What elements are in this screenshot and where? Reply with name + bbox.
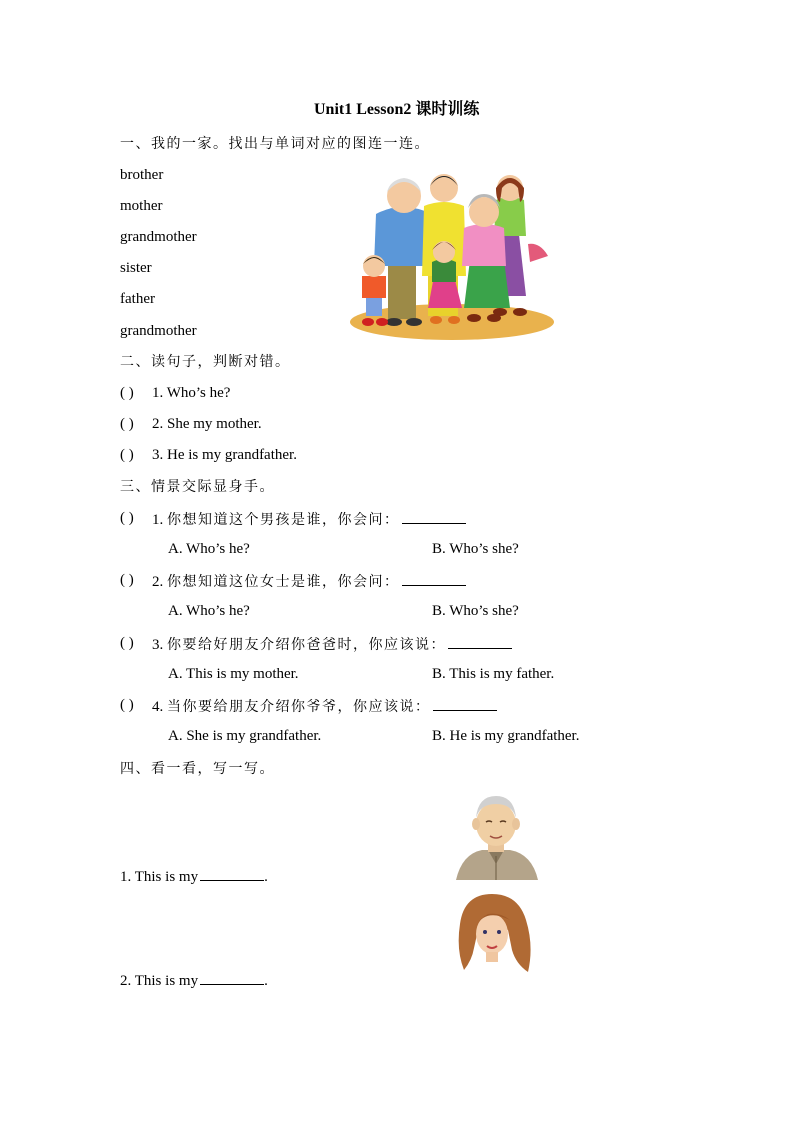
word-brother: brother — [120, 167, 164, 183]
write-item-1: 1. This is my . — [120, 866, 268, 886]
write-item-1-text: 1. This is my — [120, 869, 199, 885]
option-b-3-2: B. Who’s she? — [432, 603, 519, 619]
answer-blank[interactable] — [200, 970, 264, 985]
question-3-4 — [152, 696, 497, 716]
judge-item-3: 3. He is my grandfather. — [152, 447, 297, 463]
section2-heading: 二、读句子，判断对错。 — [120, 354, 291, 370]
answer-bracket-3-1[interactable]: ( ) — [120, 510, 134, 526]
page-title: Unit1 Lesson2 课时训练 — [314, 101, 480, 118]
mother-portrait — [452, 890, 534, 978]
question-number: 4. — [152, 699, 164, 715]
option-b-3-4: B. He is my grandfather. — [432, 728, 580, 744]
question-number: 2. — [152, 574, 164, 590]
answer-blank[interactable] — [402, 509, 466, 524]
judge-item-1: 1. Who’s he? — [152, 385, 231, 401]
question-text: 你想知道这位女士是谁，你会问： — [167, 574, 400, 590]
family-illustration — [348, 166, 556, 344]
section3-heading: 三、情景交际显身手。 — [120, 479, 275, 495]
grandpa-portrait — [452, 792, 540, 880]
answer-bracket-3-4[interactable]: ( ) — [120, 697, 134, 713]
answer-bracket-2-2[interactable]: ( ) — [120, 416, 134, 432]
question-3-3 — [152, 634, 512, 654]
question-3-2 — [152, 571, 466, 591]
section4-heading: 四、看一看，写一写。 — [120, 761, 275, 777]
option-a-3-4: A. She is my grandfather. — [168, 728, 322, 744]
option-b-3-1: B. Who’s she? — [432, 541, 519, 557]
answer-blank[interactable] — [448, 634, 512, 649]
answer-blank[interactable] — [200, 866, 264, 881]
word-mother: mother — [120, 198, 163, 214]
question-text: 你想知道这个男孩是谁，你会问： — [167, 512, 400, 528]
word-grandmother: grandmother — [120, 229, 197, 245]
question-text: 你要给好朋友介绍你爸爸时，你应该说： — [167, 637, 446, 653]
judge-item-2: 2. She my mother. — [152, 416, 262, 432]
option-a-3-1: A. Who’s he? — [168, 541, 250, 557]
option-a-3-2: A. Who’s he? — [168, 603, 250, 619]
answer-blank[interactable] — [402, 571, 466, 586]
word-sister: sister — [120, 260, 152, 276]
question-number: 3. — [152, 637, 164, 653]
word-grandmother-2: grandmother — [120, 323, 197, 339]
answer-bracket-2-3[interactable]: ( ) — [120, 447, 134, 463]
answer-blank[interactable] — [433, 696, 497, 711]
answer-bracket-3-2[interactable]: ( ) — [120, 572, 134, 588]
option-a-3-3: A. This is my mother. — [168, 666, 299, 682]
answer-bracket-2-1[interactable]: ( ) — [120, 385, 134, 401]
section1-heading: 一、我的一家。找出与单词对应的图连一连。 — [120, 136, 430, 152]
option-b-3-3: B. This is my father. — [432, 666, 555, 682]
question-text: 当你要给朋友介绍你爷爷，你应该说： — [167, 699, 431, 715]
word-father: father — [120, 291, 155, 307]
answer-bracket-3-3[interactable]: ( ) — [120, 635, 134, 651]
write-item-2: 2. This is my . — [120, 970, 268, 990]
write-item-2-text: 2. This is my — [120, 973, 199, 989]
question-3-1 — [152, 509, 466, 529]
question-number: 1. — [152, 512, 164, 528]
